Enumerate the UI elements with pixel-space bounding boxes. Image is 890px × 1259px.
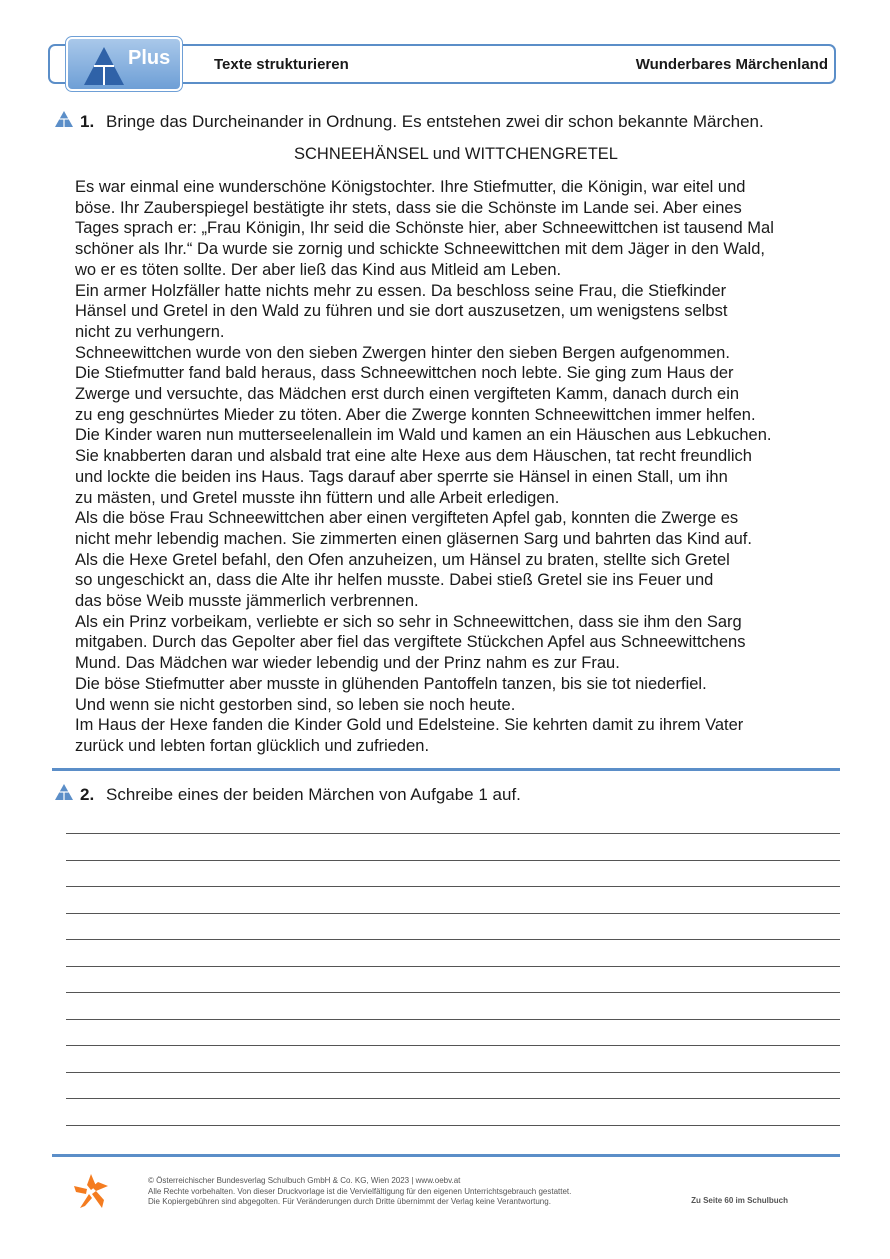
story-line: schöner als Ihr.“ Da wurde sie zornig und schickte Schneewittchen mit dem Jäger in den Wald, bbox=[75, 240, 765, 259]
writing-line[interactable] bbox=[66, 886, 840, 887]
story-line: Die Kinder waren nun mutterseelenallein im Wald und kamen an ein Häuschen aus Lebkuchen. bbox=[75, 426, 772, 445]
writing-line[interactable] bbox=[66, 1125, 840, 1126]
task-1-number: 1. bbox=[80, 112, 95, 131]
story-line: nicht zu verhungern. bbox=[75, 322, 225, 341]
story-line: und lockte die beiden ins Haus. Tags darauf aber sperrte sie Hänsel in einen Stall, um ihn bbox=[75, 467, 728, 486]
story-line: nicht mehr lebendig machen. Sie zimmerten einen gläsernen Sarg und bahrten das Kind auf. bbox=[75, 529, 752, 548]
writing-line[interactable] bbox=[66, 1019, 840, 1020]
writing-line[interactable] bbox=[66, 939, 840, 940]
story-line: Es war einmal eine wunderschöne Königstochter. Ihre Stiefmutter, die Königin, war eitel und bbox=[75, 178, 746, 196]
story-line: wo er es töten sollte. Der aber ließ das Kind aus Mitleid am Leben. bbox=[75, 260, 562, 279]
story-line: Im Haus der Hexe fanden die Kinder Gold und Edelsteine. Sie kehrten damit zu ihrem Vater bbox=[75, 716, 744, 735]
task-pyramid-icon bbox=[54, 783, 74, 801]
section-title: Texte strukturieren bbox=[214, 56, 349, 73]
copyright-notice bbox=[148, 1176, 571, 1208]
chapter-title: Wunderbares Märchenland bbox=[635, 56, 828, 73]
task-pyramid-icon bbox=[54, 110, 74, 128]
writing-line[interactable] bbox=[66, 992, 840, 993]
writing-line[interactable] bbox=[66, 860, 840, 861]
story-line: Und wenn sie nicht gestorben sind, so leben sie noch heute. bbox=[75, 695, 516, 714]
footer-divider bbox=[52, 1154, 840, 1157]
story-line: Zwerge und versuchte, das Mädchen erst durch einen vergifteten Kamm, danach durch ein bbox=[75, 385, 740, 404]
footer-line: Die Kopiergebühren sind abgegolten. Für Veränderungen durch Dritte übernimmt der Verlag keine Verantwortung. bbox=[148, 1197, 551, 1206]
page-reference: Zu Seite 60 im Schulbuch bbox=[691, 1196, 788, 1205]
story-line: mitgaben. Durch das Gepolter aber fiel das vergiftete Stückchen Apfel aus Schneewittchens bbox=[75, 633, 746, 652]
writing-line[interactable] bbox=[66, 966, 840, 967]
task-2-number: 2. bbox=[80, 785, 95, 804]
writing-line[interactable] bbox=[66, 1045, 840, 1046]
story-line: Ein armer Holzfäller hatte nichts mehr zu essen. Da beschloss seine Frau, die Stiefkinder bbox=[75, 281, 727, 300]
story-line: so ungeschickt an, dass die Alte ihr helfen musste. Dabei stieß Gretel sie ins Feuer und bbox=[75, 571, 714, 590]
pyramid-icon bbox=[82, 45, 126, 87]
story-line: Als ein Prinz vorbeikam, verliebte er sich so sehr in Schneewittchen, dass sie ihm den Sarg bbox=[75, 612, 742, 631]
publisher-logo-icon bbox=[72, 1172, 110, 1210]
story-line: Als die böse Frau Schneewittchen aber einen vergifteten Apfel gab, konnten die Zwerge es bbox=[75, 509, 739, 528]
story-line: Hänsel und Gretel in den Wald zu führen und sie dort auszusetzen, um wenigstens selbst bbox=[75, 302, 728, 321]
story-text bbox=[75, 177, 855, 757]
writing-line[interactable] bbox=[66, 1098, 840, 1099]
story-line: Schneewittchen wurde von den sieben Zwergen hinter den sieben Bergen aufgenommen. bbox=[75, 343, 730, 362]
section-divider bbox=[52, 768, 840, 771]
story-line: zu eng geschnürtes Mieder zu töten. Aber die Zwerge konnten Schneewittchen immer helfen. bbox=[75, 405, 756, 424]
writing-line[interactable] bbox=[66, 833, 840, 834]
footer-line: Alle Rechte vorbehalten. Von dieser Druckvorlage ist die Vervielfältigung für den eigenen Unterrichtsgebrauch gestattet. bbox=[148, 1186, 572, 1196]
story-line: Die Stiefmutter fand bald heraus, dass Schneewittchen noch lebte. Sie ging zum Haus der bbox=[75, 364, 734, 383]
writing-line[interactable] bbox=[66, 1072, 840, 1073]
story-line: Als die Hexe Gretel befahl, den Ofen anzuheizen, um Hänsel zu braten, stellte sich Gretel bbox=[75, 550, 730, 569]
writing-line[interactable] bbox=[66, 913, 840, 914]
plus-logo bbox=[66, 37, 182, 91]
task-1-instruction: Bringe das Durcheinander in Ordnung. Es entstehen zwei dir schon bekannte Märchen. bbox=[106, 112, 764, 131]
story-line: das böse Weib musste jämmerlich verbrennen. bbox=[75, 592, 419, 611]
story-line: zurück und lebten fortan glücklich und zufrieden. bbox=[75, 736, 430, 755]
story-title: SCHNEEHÄNSEL und WITTCHENGRETEL bbox=[294, 145, 618, 163]
story-line: böse. Ihr Zauberspiegel bestätigte ihr stets, dass sie die Schönste im Lande sei. Aber eines bbox=[75, 198, 742, 217]
story-line: zu mästen, und Gretel musste ihn füttern und alle Arbeit erledigen. bbox=[75, 488, 560, 507]
story-line: Tages sprach er: „Frau Königin, Ihr seid die Schönste hier, aber Schneewittchen ist tausend Mal bbox=[75, 219, 774, 238]
task-2-instruction: Schreibe eines der beiden Märchen von Aufgabe 1 auf. bbox=[106, 785, 521, 804]
story-line: Sie knabberten daran und alsbald trat eine alte Hexe aus dem Häuschen, tat recht freundlich bbox=[75, 447, 752, 466]
footer-line: © Österreichischer Bundesverlag Schulbuch GmbH & Co. KG, Wien 2023 | www.oebv.at bbox=[148, 1176, 461, 1185]
logo-text: Plus bbox=[128, 47, 171, 69]
story-line: Mund. Das Mädchen war wieder lebendig und der Prinz nahm es zur Frau. bbox=[75, 654, 620, 673]
story-line: Die böse Stiefmutter aber musste in glühenden Pantoffeln tanzen, bis sie tot niederfiel. bbox=[75, 674, 707, 693]
